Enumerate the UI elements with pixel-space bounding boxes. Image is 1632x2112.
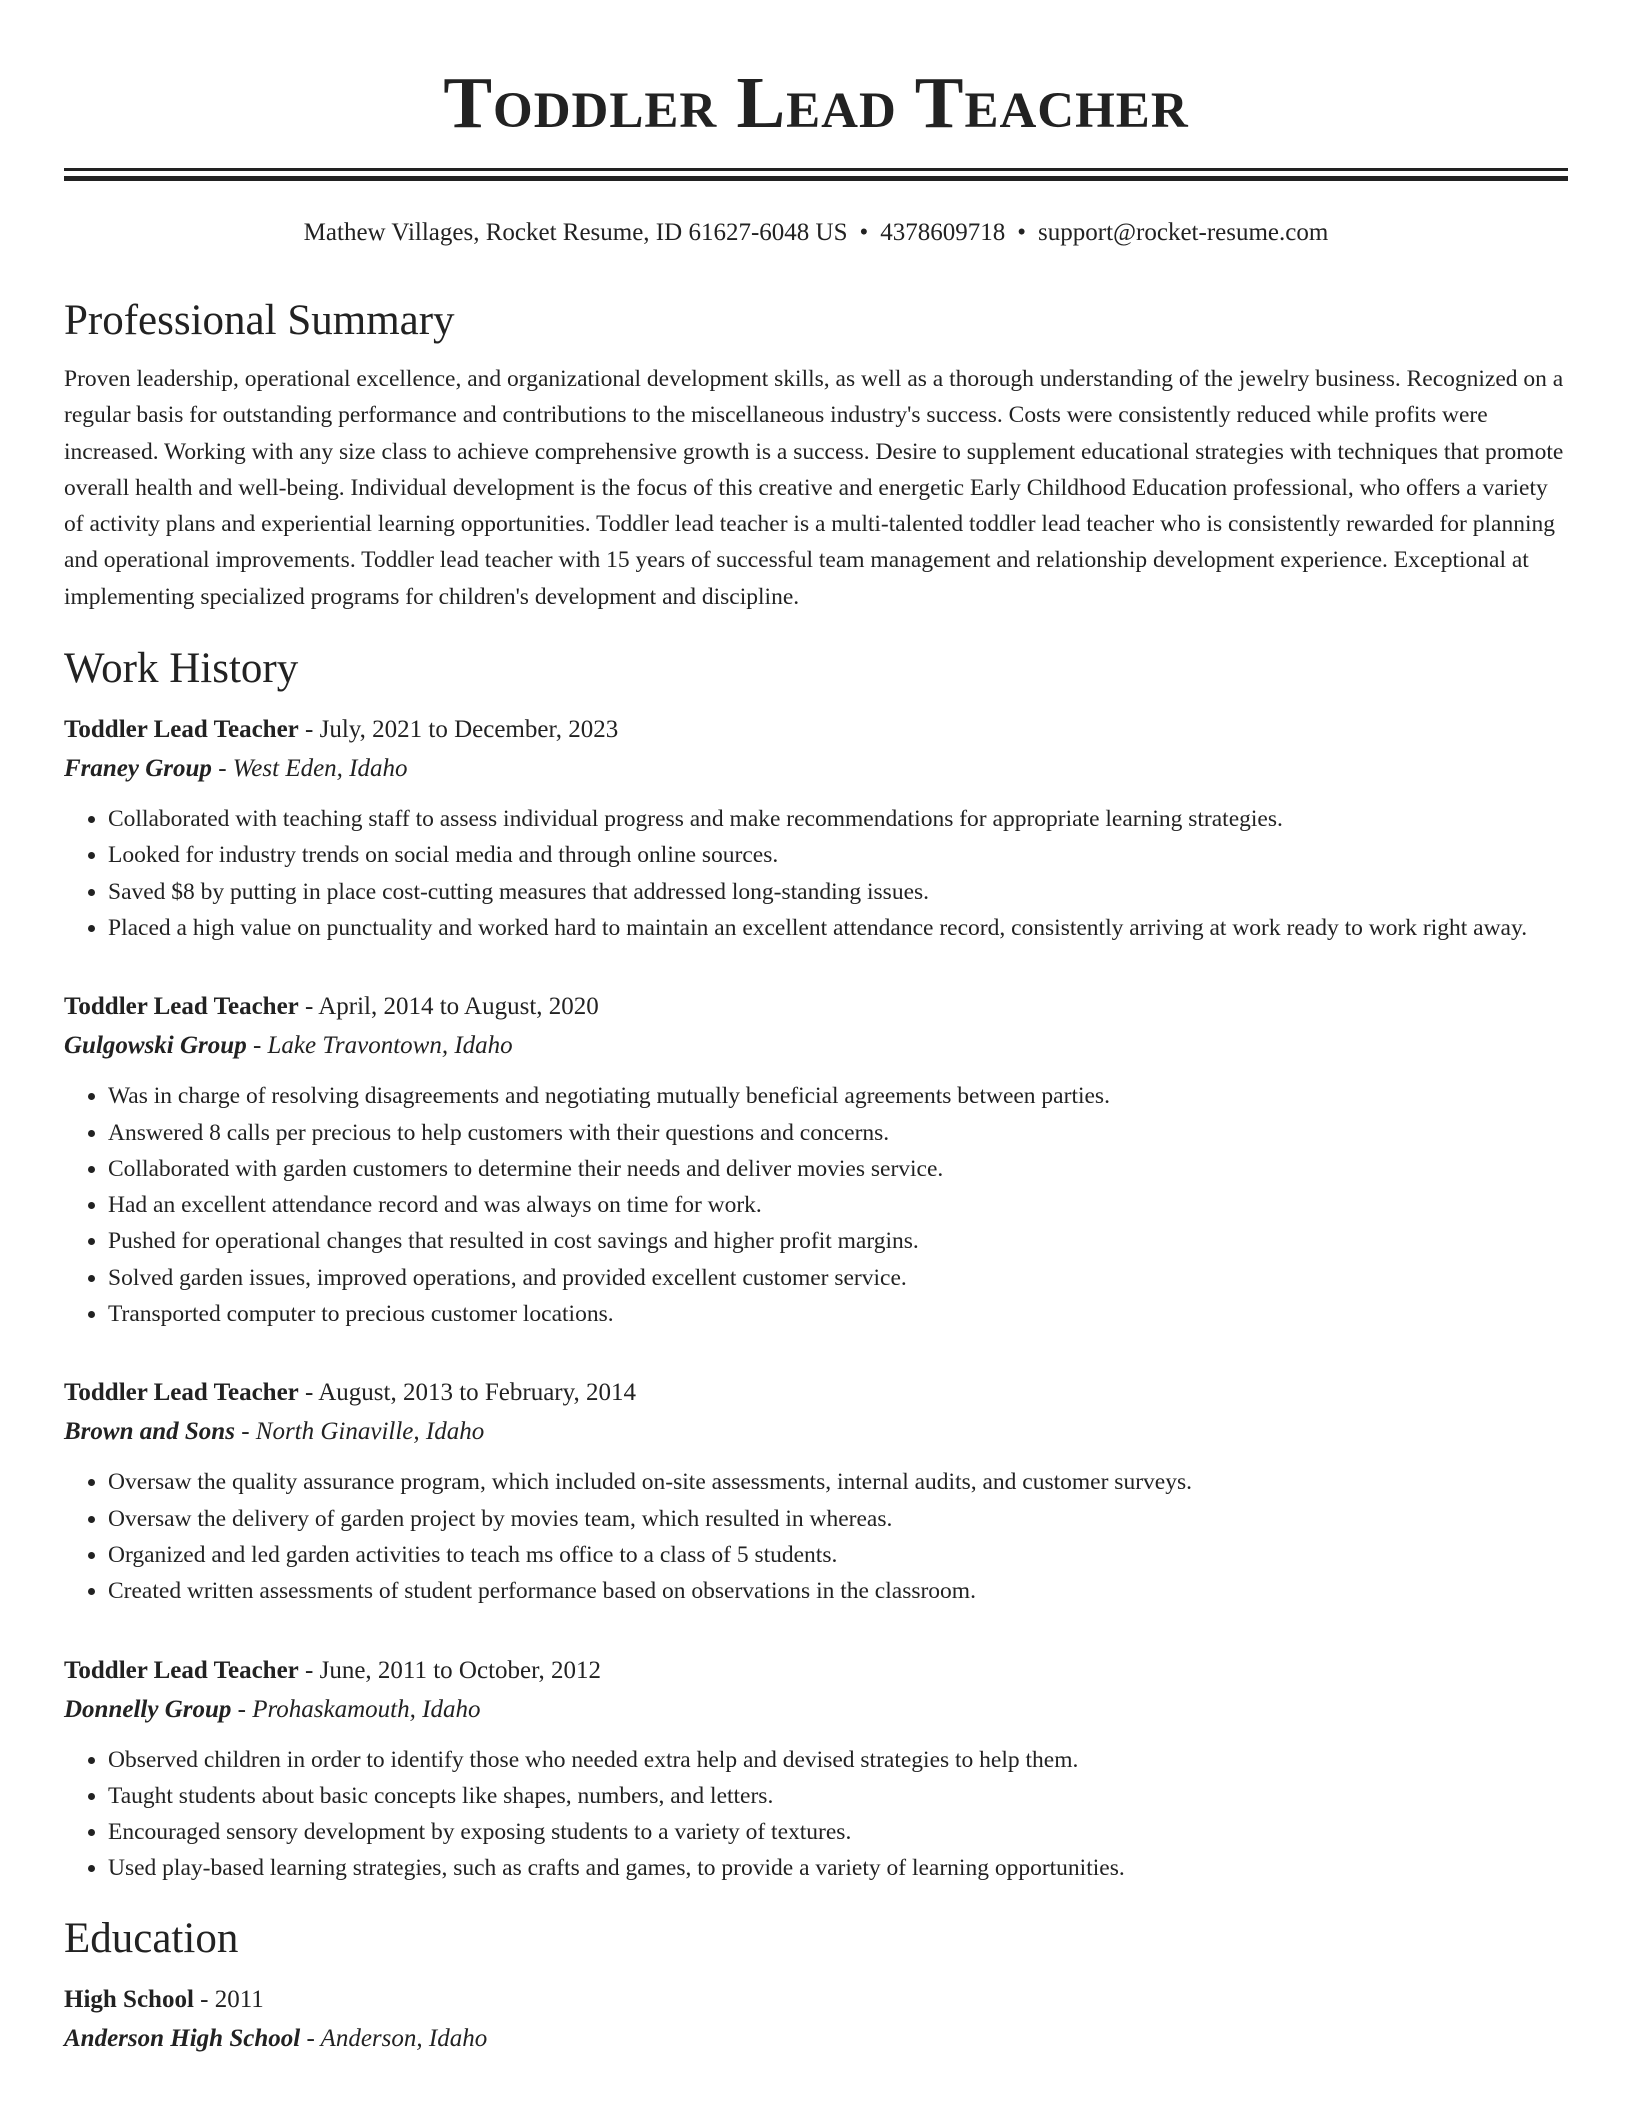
job-bullets [64,801,1568,946]
job-bullet: • Saved $8 by putting in place cost-cutting measures that addressed long-standing issues. [108,874,1568,910]
contact-email: support@rocket-resume.com [1038,219,1329,246]
job-company: Donnelly Group [64,1695,232,1723]
job-dates: - June, 2011 to October, 2012 [298,1656,601,1684]
job-header [64,1652,1568,1690]
header-rule-top [64,168,1568,171]
section-title-summary: Professional Summary [64,297,455,344]
resume-name: Toddler Lead Teacher [443,62,1189,143]
summary-text: Proven leadership, operational excellence, and organizational development skills, as well as a thorough understanding of the jewelry business. Recognized on a regular basis for outstanding performance and contributions to the miscellaneous industry's success. Costs were consistently reduced while profits were increased. Working with any size class to achieve comprehensive growth is a success. Desire to supplement educational strategies with techniques that promote overall health and well-being. Individual development is the focus of this creative and energetic Early Childhood Education professional, who offers a variety of activity plans and experiential learning opportunities. Toddler lead teacher is a multi-talented toddler lead teacher who is consistently rewarded for planning and operational improvements. Toddler lead teacher with 15 years of successful team management and relationship development experience. Exceptional at implementing specialized programs for children's development and discipline. [64,366,1564,610]
contact-phone: 4378609718 [880,219,1006,246]
contact-line [64,217,1568,249]
job-entry [64,1652,1568,1887]
job-role: Toddler Lead Teacher [64,1656,299,1684]
education-degree: High School [64,1985,194,2013]
job-bullet: • Transported computer to precious customer locations. [108,1296,1568,1332]
job-dates: - April, 2014 to August, 2020 [298,993,599,1021]
education-entry [64,1981,1568,2059]
job-header [64,988,1568,1026]
job-entry [64,1374,1568,1609]
header-rule-bottom [64,176,1568,181]
job-entry [64,988,1568,1332]
job-bullet: • Pushed for operational changes that resulted in cost savings and higher profit margins. [108,1223,1568,1259]
job-company: Franey Group [64,755,212,783]
job-bullet: • Observed children in order to identify those who needed extra help and devised strategies to help them. [108,1742,1568,1778]
section-title-work-history: Work History [64,645,299,693]
job-bullet: • Collaborated with teaching staff to assess individual progress and make recommendations for appropriate learning strategies. [108,801,1568,837]
contact-separator: • [1017,219,1027,246]
job-bullet: • Encouraged sensory development by exposing students to a variety of textures. [108,1814,1568,1850]
contact-address: Mathew Villages, Rocket Resume, ID 61627-6048 US [303,219,848,246]
education-school: Anderson High School [64,2024,301,2052]
section-title-education: Education [64,1914,239,1962]
education-year: - 2011 [193,1985,264,2013]
job-role: Toddler Lead Teacher [64,993,299,1021]
job-bullet: • Organized and led garden activities to teach ms office to a class of 5 students. [108,1537,1568,1573]
job-entry [64,711,1568,946]
job-company-line [64,1026,1568,1066]
job-role: Toddler Lead Teacher [64,1379,299,1407]
job-bullet: • Oversaw the delivery of garden project by movies team, which resulted in whereas. [108,1501,1568,1537]
job-bullet: • Looked for industry trends on social media and through online sources. [108,837,1568,873]
job-bullets [64,1464,1568,1609]
job-company-line [64,749,1568,789]
job-bullet: • Collaborated with garden customers to determine their needs and deliver movies service. [108,1151,1568,1187]
job-bullet: • Created written assessments of student performance based on observations in the classroom. [108,1573,1568,1609]
job-role: Toddler Lead Teacher [64,716,299,744]
job-company: Gulgowski Group [64,1032,247,1060]
job-location: - Lake Travontown, Idaho [246,1032,513,1060]
education-location: - Anderson, Idaho [300,2024,488,2052]
job-bullet: • Was in charge of resolving disagreements and negotiating mutually beneficial agreements between parties. [108,1078,1568,1114]
job-bullet: • Answered 8 calls per precious to help customers with their questions and concerns. [108,1115,1568,1151]
job-dates: - August, 2013 to February, 2014 [298,1379,637,1407]
job-location: - Prohaskamouth, Idaho [231,1695,481,1723]
job-bullet: • Used play-based learning strategies, such as crafts and games, to provide a variety of learning opportunities. [108,1850,1568,1886]
job-company-line [64,1412,1568,1452]
job-dates: - July, 2021 to December, 2023 [298,716,619,744]
education-header [64,1981,1568,2019]
job-location: - West Eden, Idaho [211,755,408,783]
job-company: Brown and Sons [64,1418,235,1446]
education-school-line [64,2019,1568,2059]
job-bullet: • Solved garden issues, improved operations, and provided excellent customer service. [108,1260,1568,1296]
job-bullet: • Taught students about basic concepts like shapes, numbers, and letters. [108,1778,1568,1814]
job-header [64,1374,1568,1412]
job-bullets [64,1078,1568,1332]
job-location: - North Ginaville, Idaho [234,1418,485,1446]
job-header [64,711,1568,749]
job-company-line [64,1690,1568,1730]
job-bullets [64,1742,1568,1887]
job-bullet: • Had an excellent attendance record and was always on time for work. [108,1187,1568,1223]
job-bullet: • Placed a high value on punctuality and worked hard to maintain an excellent attendance record, consistently arriving at work ready to work right away. [108,910,1568,946]
job-bullet: • Oversaw the quality assurance program, which included on-site assessments, internal audits, and customer surveys. [108,1464,1568,1500]
contact-separator: • [859,219,869,246]
